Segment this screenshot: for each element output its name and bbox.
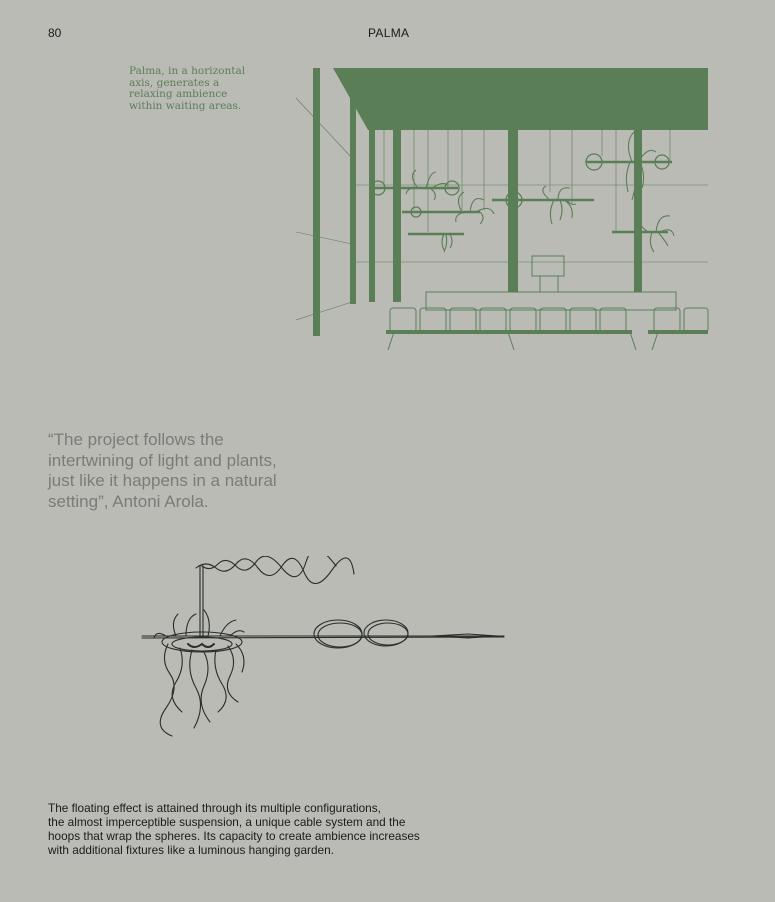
illustration-caption: Palma, in a horizontal axis, generates a relaxing ambience within waiting areas. bbox=[129, 65, 246, 112]
body-paragraph: The floating effect is attained through its multiple configurations, the almost imperceptible suspension, a unique cable system and the hoops that wrap the spheres. Its capacity to create ambience increases with additional fixtures like a luminous hanging garden. bbox=[48, 801, 420, 857]
pendant-sketch bbox=[136, 556, 511, 746]
waiting-area-illustration bbox=[296, 62, 711, 354]
pull-quote: “The project follows the intertwining of light and plants, just like it happens in a natural setting”, Antoni Arola. bbox=[48, 430, 277, 511]
running-title: PALMA bbox=[368, 26, 410, 40]
page-number: 80 bbox=[48, 26, 62, 40]
